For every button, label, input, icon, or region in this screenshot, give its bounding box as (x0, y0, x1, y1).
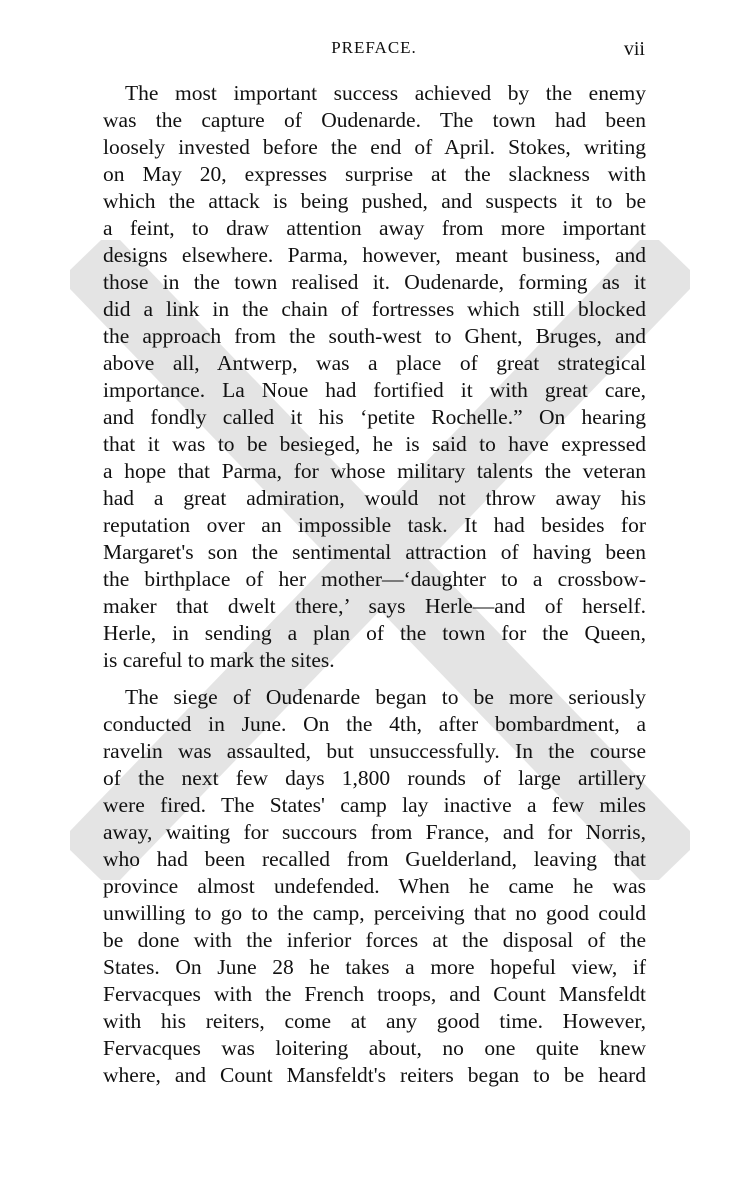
text-line: Herle, in sending a plan of the town for the Queen, (103, 621, 646, 645)
paragraph-2 (103, 684, 646, 1089)
body-text (103, 80, 646, 1089)
text-line: away, waiting for succours from France, and for Norris, (103, 820, 646, 844)
text-line: on May 20, expresses surprise at the slackness with (103, 162, 646, 186)
text-line: designs elsewhere. Parma, however, meant business, and (103, 243, 646, 267)
text-line: province almost undefended. When he came he was (103, 874, 646, 898)
text-line: conducted in June. On the 4th, after bombardment, a (103, 712, 646, 736)
text-line: importance. La Noue had fortified it with great care, (103, 378, 646, 402)
text-line: were fired. The States' camp lay inactive a few miles (103, 793, 646, 817)
text-line: Fervacques with the French troops, and Count Mansfeldt (103, 982, 646, 1006)
text-line: States. On June 28 he takes a more hopeful view, if (103, 955, 646, 979)
text-line: which the attack is being pushed, and suspects it to be (103, 189, 646, 213)
text-line: had a great admiration, would not throw away his (103, 486, 646, 510)
text-line: a hope that Parma, for whose military talents the veteran (103, 459, 646, 483)
text-line: of the next few days 1,800 rounds of large artillery (103, 766, 646, 790)
running-title: PREFACE. (331, 38, 417, 57)
text-line: above all, Antwerp, was a place of great strategical (103, 351, 646, 375)
text-line: was the capture of Oudenarde. The town had been (103, 108, 646, 132)
text-line: with his reiters, come at any good time. However, (103, 1009, 646, 1033)
text-line: did a link in the chain of fortresses which still blocked (103, 297, 646, 321)
text-line: The siege of Oudenarde began to be more seriously (125, 685, 646, 709)
text-line: The most important success achieved by the enemy (125, 81, 646, 105)
text-line: be done with the inferior forces at the disposal of the (103, 928, 646, 952)
text-line: unwilling to go to the camp, perceiving that no good could (103, 901, 646, 925)
text-line: that it was to be besieged, he is said to have expressed (103, 432, 646, 456)
paragraph-1 (103, 80, 646, 674)
text-line: who had been recalled from Guelderland, leaving that (103, 847, 646, 871)
text-line: ravelin was assaulted, but unsuccessfully. In the course (103, 739, 646, 763)
text-line: Fervacques was loitering about, no one quite knew (103, 1036, 646, 1060)
text-line: and fondly called it his ‘petite Rochelle.” On hearing (103, 405, 646, 429)
page-header (0, 38, 748, 64)
text-line: those in the town realised it. Oudenarde, forming as it (103, 270, 646, 294)
text-line: where, and Count Mansfeldt's reiters began to be heard (103, 1063, 646, 1087)
text-line: is careful to mark the sites. (103, 648, 335, 672)
page-number: vii (623, 38, 645, 60)
text-line: the birthplace of her mother—‘daughter to a crossbow- (103, 567, 646, 591)
text-line: a feint, to draw attention away from more important (103, 216, 646, 240)
text-line: maker that dwelt there,’ says Herle—and of herself. (103, 594, 646, 618)
text-line: Margaret's son the sentimental attraction of having been (103, 540, 646, 564)
text-line: the approach from the south-west to Ghent, Bruges, and (103, 324, 646, 348)
text-line: reputation over an impossible task. It had besides for (103, 513, 646, 537)
text-line: loosely invested before the end of April. Stokes, writing (103, 135, 646, 159)
